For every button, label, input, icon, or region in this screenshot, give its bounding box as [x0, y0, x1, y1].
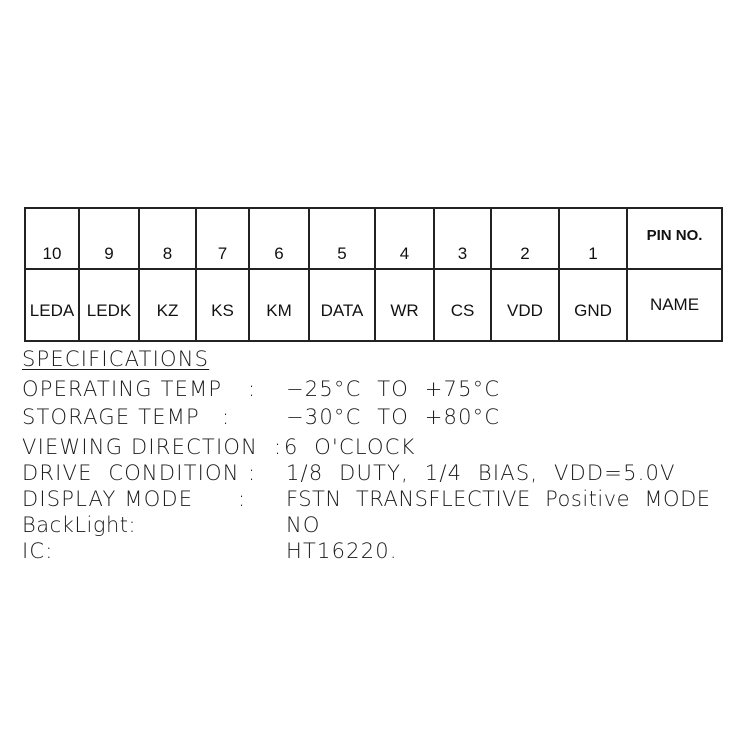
pin-name-cell: GND [559, 269, 627, 341]
spec-value: −30°C TO +80°C [286, 405, 501, 429]
pin-number-cell: 10 [25, 208, 79, 269]
pin-name-row [25, 269, 722, 341]
pin-number-cell: 9 [79, 208, 139, 269]
spec-value: NO [286, 513, 321, 537]
pin-number-cell: 2 [491, 208, 559, 269]
spec-separator: : [248, 461, 257, 485]
pin-number-cell: 3 [434, 208, 491, 269]
pin-name-cell: VDD [491, 269, 559, 341]
spec-label: IC: [22, 539, 54, 563]
pin-number-cell: 6 [249, 208, 309, 269]
pin-number-row [25, 208, 722, 269]
pin-table [24, 207, 723, 342]
spec-value: 6 O'CLOCK [284, 435, 416, 459]
pin-number-cell: 8 [139, 208, 196, 269]
pin-name-cell: WR [375, 269, 434, 341]
pin-number-cell: 4 [375, 208, 434, 269]
spec-value: 1/8 DUTY, 1/4 BIAS, VDD=5.0V [286, 461, 676, 485]
spec-separator: : [222, 405, 231, 429]
pin-number-cell: 5 [309, 208, 375, 269]
pin-no-header: PIN NO. [627, 208, 722, 269]
pin-name-header: NAME [627, 269, 722, 341]
spec-label: DISPLAY MODE [22, 487, 194, 511]
spec-label: VIEWING DIRECTION [22, 435, 258, 459]
spec-separator: : [238, 487, 247, 511]
spec-value: FSTN TRANSFLECTIVE Positive MODE [286, 487, 711, 511]
specifications-title: SPECIFICATIONS [22, 347, 210, 371]
pin-name-cell: KM [249, 269, 309, 341]
pin-name-cell: CS [434, 269, 491, 341]
pin-name-cell: LEDK [79, 269, 139, 341]
spec-label: DRIVE CONDITION [22, 461, 240, 485]
spec-label: BackLight: [22, 513, 137, 537]
spec-value: HT16220. [286, 539, 398, 563]
pin-name-cell: LEDA [25, 269, 79, 341]
pin-name-cell: DATA [309, 269, 375, 341]
spec-value: −25°C TO +75°C [286, 377, 501, 401]
spec-label: OPERATING TEMP [22, 377, 223, 401]
pin-name-cell: KZ [139, 269, 196, 341]
spec-separator: : [274, 435, 283, 459]
pin-name-cell: KS [196, 269, 249, 341]
pin-number-cell: 7 [196, 208, 249, 269]
pin-number-cell: 1 [559, 208, 627, 269]
spec-separator: : [248, 377, 257, 401]
spec-label: STORAGE TEMP [22, 405, 200, 429]
